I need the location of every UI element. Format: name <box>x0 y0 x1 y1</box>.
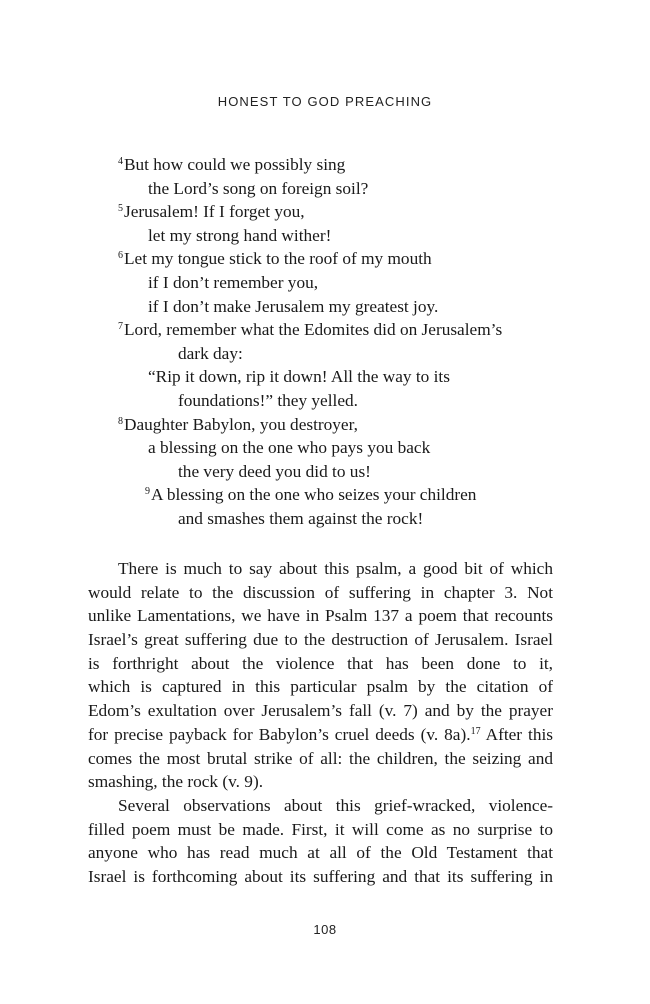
paragraph-2-line: Several observations about this grief-wracked, violence- <box>118 795 553 815</box>
poem-line <box>0 460 650 484</box>
poem-line <box>0 389 650 413</box>
poem-line <box>0 365 650 389</box>
paragraph-1-line: There is much to say about this psalm, a good bit of which <box>118 559 553 578</box>
poem-line <box>0 247 650 271</box>
poem-line-text: a blessing on the one who pays you back <box>148 438 431 458</box>
running-head: HONEST TO GOD PREACHING <box>217 94 433 109</box>
page-number: 108 <box>313 922 337 937</box>
verse-number: 5 <box>118 203 123 215</box>
paragraph-1-line: which is captured in this particular psalm by the citation of <box>88 677 553 697</box>
poem-line-text: if I don’t make Jerusalem my greatest joy. <box>148 296 439 316</box>
poem-line-text: Daughter Babylon, you destroyer, <box>124 414 358 434</box>
poem-line <box>0 177 650 201</box>
poem-line-text: if I don’t remember you, <box>148 272 319 292</box>
poem-line-text: let my strong hand wither! <box>148 225 332 245</box>
poem-line <box>0 342 650 366</box>
verse-number: 6 <box>118 250 123 262</box>
body-text <box>88 557 553 889</box>
poem-line-text: “Rip it down, rip it down! All the way to its <box>148 367 450 387</box>
poem-line <box>0 483 650 507</box>
poem-line-text: and smashes them against the rock! <box>178 508 424 528</box>
paragraph-1-line: smashing, the rock (v. 9). <box>88 772 264 792</box>
poem-line-text: Jerusalem! If I forget you, <box>124 202 305 222</box>
paragraph-1-text: After this <box>480 724 553 744</box>
poem-line <box>0 200 650 224</box>
poem-line-text: A blessing on the one who seizes your children <box>151 485 477 505</box>
poem-line <box>0 224 650 248</box>
paragraph-1-line: Israel’s great suffering due to the destruction of Jerusalem. Israel <box>88 630 553 650</box>
paragraph-1-line: is forthright about the violence that has been done to it, <box>88 653 553 673</box>
poem-line-text: foundations!” they yelled. <box>178 390 358 410</box>
psalm-excerpt <box>0 153 650 531</box>
poem-line <box>0 153 650 177</box>
paragraph-2-line: filled poem must be made. First, it will come as no surprise to <box>88 819 553 839</box>
paragraph-1-line: unlike Lamentations, we have in Psalm 137 a poem that recounts <box>88 606 553 626</box>
footnote-reference[interactable]: 17 <box>470 725 481 737</box>
poem-line <box>0 271 650 295</box>
poem-line <box>0 507 650 531</box>
poem-line-text: Lord, remember what the Edomites did on Jerusalem’s <box>124 320 503 340</box>
paragraph-2-line: Israel is forthcoming about its suffering and that its suffering in <box>88 866 553 886</box>
poem-line <box>0 436 650 460</box>
paragraph-1-line <box>88 723 553 747</box>
paragraph-1-line: comes the most brutal strike of all: the children, the seizing and <box>88 748 553 768</box>
poem-line <box>0 295 650 319</box>
verse-number: 8 <box>118 415 123 427</box>
poem-line-text: Let my tongue stick to the roof of my mouth <box>124 249 432 269</box>
verse-number: 9 <box>145 486 150 498</box>
paragraph-1-line: Edom’s exultation over Jerusalem’s fall (v. 7) and by the prayer <box>88 701 553 721</box>
verse-number: 4 <box>118 156 123 167</box>
paragraph-1-text: for precise payback for Babylon’s cruel deeds (v. 8a). <box>88 724 471 744</box>
poem-line-text: dark day: <box>178 343 243 363</box>
poem-line-text: the very deed you did to us! <box>178 461 371 481</box>
verse-number: 7 <box>118 321 123 333</box>
poem-line <box>0 318 650 342</box>
poem-line <box>0 413 650 437</box>
poem-line-text: the Lord’s song on foreign soil? <box>148 178 369 198</box>
paragraph-2-line: anyone who has read much at all of the Old Testament that <box>88 843 553 863</box>
poem-line-text: But how could we possibly sing <box>124 155 346 174</box>
paragraph-1-line: would relate to the discussion of suffering in chapter 3. Not <box>88 582 553 602</box>
